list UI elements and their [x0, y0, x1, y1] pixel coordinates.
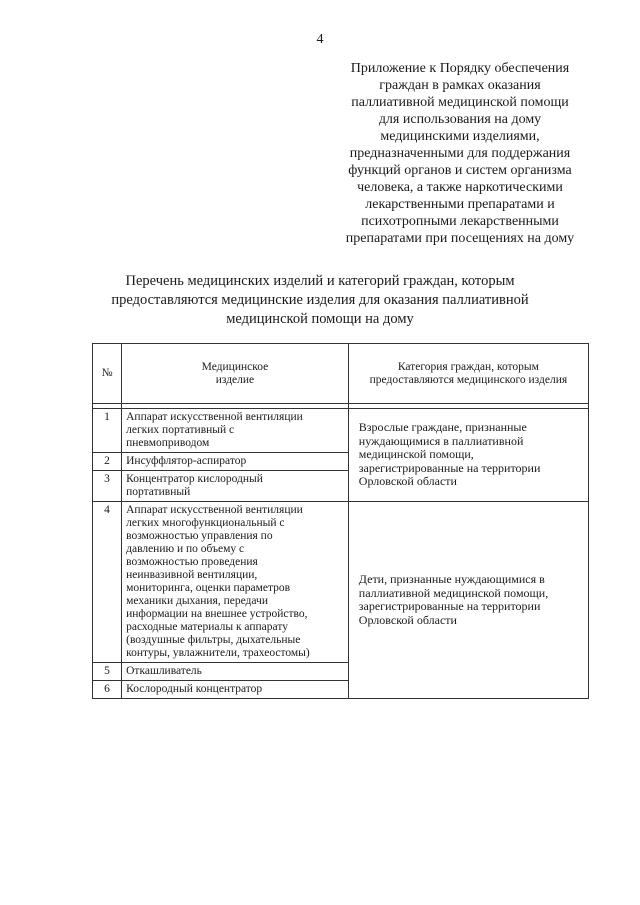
header-category-line: Категория граждан, которым [397, 360, 539, 373]
device-line: давлению и по объему с [126, 543, 245, 555]
device-line: возможностью управления по [126, 530, 273, 542]
appendix-line: медицинскими изделиями, [380, 129, 540, 144]
category-line: зарегистрированные на территории [358, 599, 541, 613]
category-children [348, 502, 588, 699]
appendix-note [330, 60, 590, 247]
appendix-line: для использования на дому [378, 112, 542, 127]
table-header-row [93, 344, 589, 404]
row-device [122, 681, 349, 699]
device-line: Инсуффлятор-аспиратор [126, 455, 247, 467]
category-adults [348, 409, 588, 502]
appendix-line: лекарственными препаратами и [365, 197, 555, 212]
appendix-line: функций органов и систем организма [348, 163, 572, 178]
header-category-line: предоставляются медицинского изделия [369, 373, 568, 386]
row-number: 1 [93, 409, 122, 453]
category-line: Орловской области [358, 474, 457, 489]
device-line: расходные материалы к аппарату [126, 621, 288, 633]
device-line: Откашливатель [126, 665, 202, 677]
device-line: механики дыхания, передачи [126, 595, 268, 607]
header-category [348, 344, 588, 404]
device-line: неинвазивной вентиляции, [126, 569, 258, 581]
appendix-line: Приложение к Порядку обеспечения [350, 61, 570, 76]
row-number: 5 [93, 663, 122, 681]
category-line: Орловской области [358, 612, 457, 627]
appendix-line: граждан в рамках оказания [379, 78, 541, 93]
device-line: (воздушные фильтры, дыхательные [126, 634, 301, 646]
category-line: зарегистрированные на территории [358, 460, 541, 475]
row-number: 2 [93, 453, 122, 471]
category-line: паллиативной медицинской помощи, [358, 585, 549, 600]
row-device [122, 409, 349, 453]
header-device [122, 344, 349, 404]
header-number: № [93, 344, 122, 404]
category-line: Дети, признанные нуждающимися в [358, 572, 545, 586]
row-number: 6 [93, 681, 122, 699]
device-line: легких многофункциональный с [126, 517, 285, 529]
category-line: нуждающимися в паллиативной [358, 433, 524, 448]
table-row [93, 502, 589, 663]
category-line: медицинской помощи, [358, 447, 474, 462]
row-device [122, 471, 349, 502]
appendix-line: препаратами при посещениях на дому [345, 231, 575, 246]
row-number: 3 [93, 471, 122, 502]
device-line: портативный [126, 486, 191, 498]
header-device-line: Медицинское [201, 360, 269, 373]
device-line: контуры, увлажнители, трахеостомы) [126, 647, 310, 659]
title-line: предоставляются медицинские изделия для оказания паллиативной [111, 292, 529, 308]
header-device-line: изделие [215, 373, 255, 386]
row-number: 4 [93, 502, 122, 663]
device-line: пневмоприводом [126, 437, 210, 449]
appendix-line: психотропными лекарственными [361, 214, 559, 229]
table-row [93, 409, 589, 453]
device-line: мониторинга, оценки параметров [126, 582, 291, 594]
title-line: медицинской помощи на дому [226, 311, 414, 327]
document-title [90, 272, 550, 329]
title-line: Перечень медицинских изделий и категорий граждан, которым [125, 273, 515, 289]
row-device [122, 502, 349, 663]
appendix-line: паллиативной медицинской помощи [351, 95, 569, 110]
row-device [122, 663, 349, 681]
appendix-line: предназначенными для поддержания [349, 146, 571, 161]
device-line: информации на внешнее устройство, [126, 608, 308, 620]
page-number: 4 [316, 32, 324, 47]
row-device [122, 453, 349, 471]
device-line: Аппарат искусственной вентиляции [126, 504, 303, 516]
devices-table [92, 343, 589, 699]
appendix-line: человека, а также наркотическими [357, 180, 563, 195]
device-line: Аппарат искусственной вентиляции [126, 411, 303, 423]
category-line: Взрослые граждане, признанные [358, 420, 527, 435]
device-line: возможностью проведения [126, 556, 258, 568]
device-line: легких портативный с [126, 424, 235, 436]
device-line: Кослородный концентратор [126, 683, 263, 695]
device-line: Концентратор кислородный [126, 473, 263, 485]
